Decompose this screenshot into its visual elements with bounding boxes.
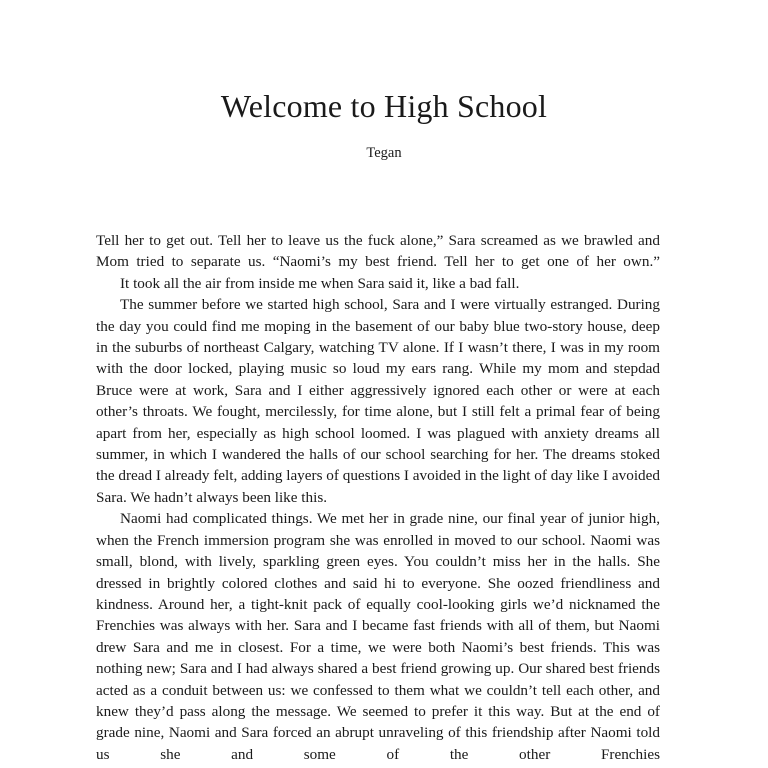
paragraph: Naomi had complicated things. We met her in grade nine, our final year of junior high, when the French immersion program she was enrolled in moved to our school. Naomi was small, blond, with lively, sparkling green eyes. You couldn’t miss her in the halls. She dressed in brightly colored clothes and said hi to everyone. She oozed friendliness and kindness. Around her, a tight-knit pack of equally cool-looking girls we’d nicknamed the Frenchies was always with her. Sara and I became fast friends with all of them, but Naomi drew Sara and me in closest. For a time, we were both Naomi’s best friends. This was nothing new; Sara and I had always shared a best friend growing up. Our shared best friends acted as a conduit between us: we confessed to them what we couldn’t tell each other, and knew they’d pass along the message. We seemed to prefer it this way. But at the end of grade nine, Naomi and Sara forced an abrupt unraveling of this friendship after Naomi told us she and some of the other Frenchies (96, 510, 660, 763)
chapter-body (96, 230, 660, 765)
paragraph: Tell her to get out. Tell her to leave us the fuck alone,” Sara screamed as we brawled and Mom tried to separate us. “Naomi’s my best friend. Tell her to get one of her own.” (96, 232, 660, 271)
paragraph: The summer before we started high school, Sara and I were virtually estranged. During the day you could find me moping in the basement of our baby blue two-story house, deep in the suburbs of northeast Calgary, watching TV alone. If I wasn’t there, I was in my room with the door locked, playing music so loud my ears rang. While my mom and stepdad Bruce were at work, Sara and I either aggressively ignored each other or were at each other’s throats. We fought, mercilessly, for time alone, but I still felt a primal fear of being apart from her, especially as high school loomed. I was plagued with anxiety dreams all summer, in which I wandered the halls of our school searching for her. The dreams stoked the dread I already felt, adding layers of questions I avoided in the light of day like I avoided Sara. We hadn’t always been like this. (96, 296, 660, 506)
paragraph: It took all the air from inside me when Sara said it, like a bad fall. (120, 274, 520, 292)
chapter-author: Tegan (366, 145, 402, 161)
chapter-title: Welcome to High School (220, 88, 548, 124)
